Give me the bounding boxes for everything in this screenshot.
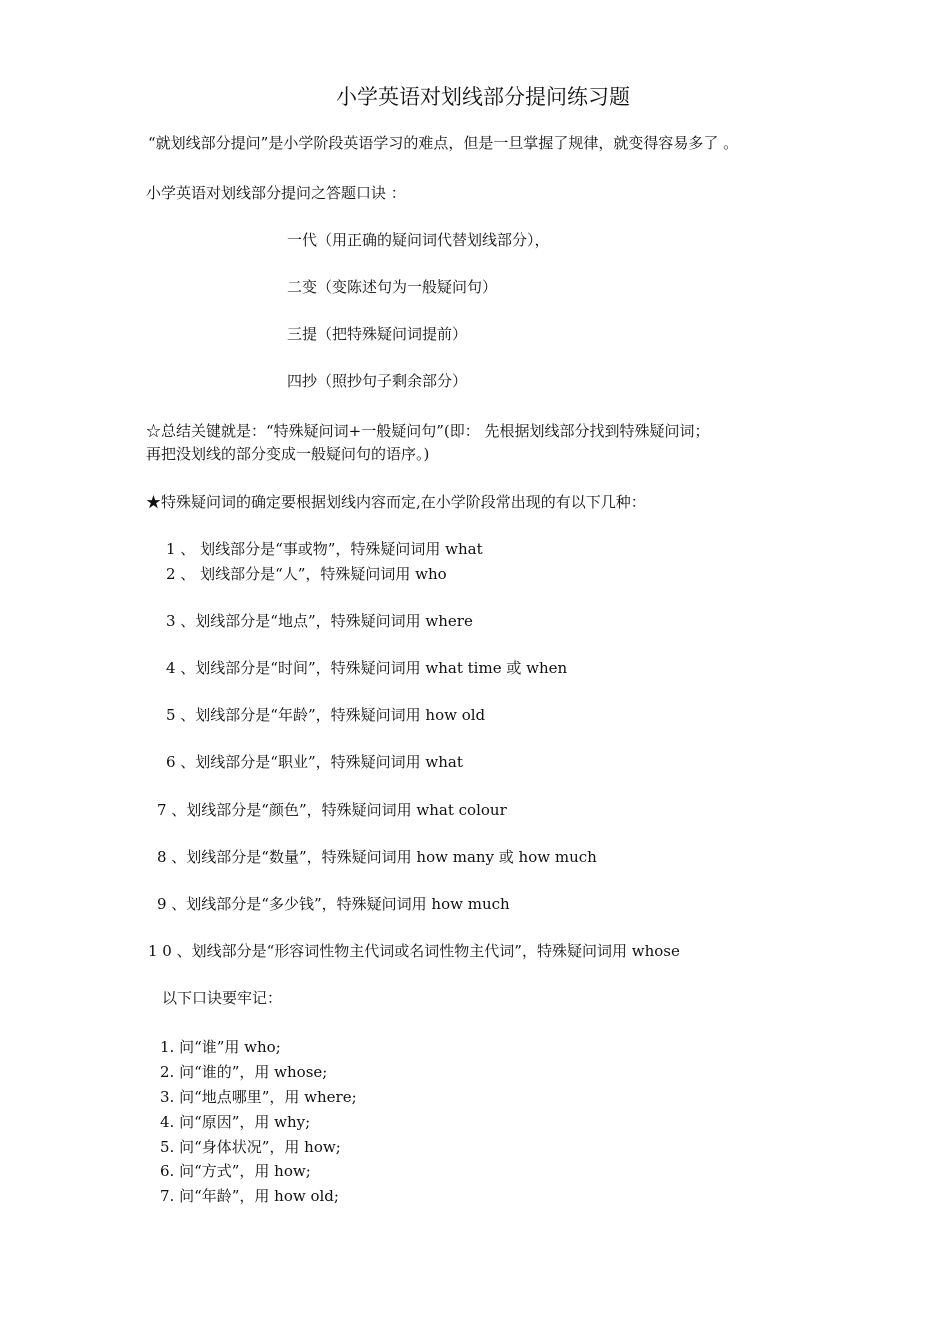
- memo-item: 5. 问“身体状况”，用 how;: [160, 1138, 341, 1156]
- memo-item: 7. 问“年龄”，用 how old;: [160, 1187, 339, 1205]
- summary-line: ☆总结关键就是：“特殊疑问词+一般疑问句”(即： 先根据划线部分找到特殊疑问词；: [146, 422, 710, 440]
- rule-item: 7 、划线部分是“颜色”，特殊疑问词用 what colour: [157, 801, 507, 819]
- mnemonic-step: 一代（用正确的疑问词代替划线部分），: [287, 231, 550, 249]
- mnemonic-step: 四抄（照抄句子剩余部分）: [287, 372, 468, 390]
- memo-item: 6. 问“方式”，用 how;: [160, 1162, 311, 1180]
- memo-item: 1. 问“谁”用 who;: [160, 1038, 281, 1056]
- rule-item: 2 、 划线部分是“人”，特殊疑问词用 who: [166, 565, 447, 583]
- memo-heading: 以下口诀要牢记：: [162, 989, 283, 1007]
- summary-line: 再把没划线的部分变成一般疑问句的语序。): [146, 445, 430, 463]
- rule-item: 9 、划线部分是“多少钱”，特殊疑问词用 how much: [157, 895, 510, 913]
- memo-item: 4. 问“原因”，用 why;: [160, 1113, 311, 1131]
- mnemonic-step: 三提（把特殊疑问词提前）: [287, 325, 468, 343]
- special-words-heading: ★特殊疑问词的确定要根据划线内容而定,在小学阶段常出现的有以下几种：: [146, 493, 646, 511]
- memo-item: 2. 问“谁的”，用 whose;: [160, 1063, 328, 1081]
- rule-item: 4 、划线部分是“时间”，特殊疑问词用 what time 或 when: [166, 659, 568, 677]
- memo-item: 3. 问“地点哪里”，用 where;: [160, 1088, 357, 1106]
- rule-item: 5 、划线部分是“年龄”，特殊疑问词用 how old: [166, 706, 486, 724]
- rule-item: 3 、划线部分是“地点”，特殊疑问词用 where: [166, 612, 473, 630]
- mnemonic-step: 二变（变陈述句为一般疑问句）: [287, 278, 498, 296]
- rule-item: 8 、划线部分是“数量”，特殊疑问词用 how many 或 how much: [157, 848, 597, 866]
- rule-item: 1 0 、划线部分是“形容词性物主代词或名词性物主代词”，特殊疑问词用 whose: [148, 942, 680, 960]
- page-title: 小学英语对划线部分提问练习题: [336, 85, 630, 109]
- rule-item: 6 、划线部分是“职业”，特殊疑问词用 what: [166, 753, 463, 771]
- mnemonic-heading: 小学英语对划线部分提问之答题口诀 ：: [146, 184, 406, 202]
- rule-item: 1 、 划线部分是“事或物”，特殊疑问词用 what: [166, 540, 483, 558]
- intro-paragraph: “就划线部分提问”是小学阶段英语学习的难点，但是一旦掌握了规律，就变得容易多了 。: [148, 134, 739, 152]
